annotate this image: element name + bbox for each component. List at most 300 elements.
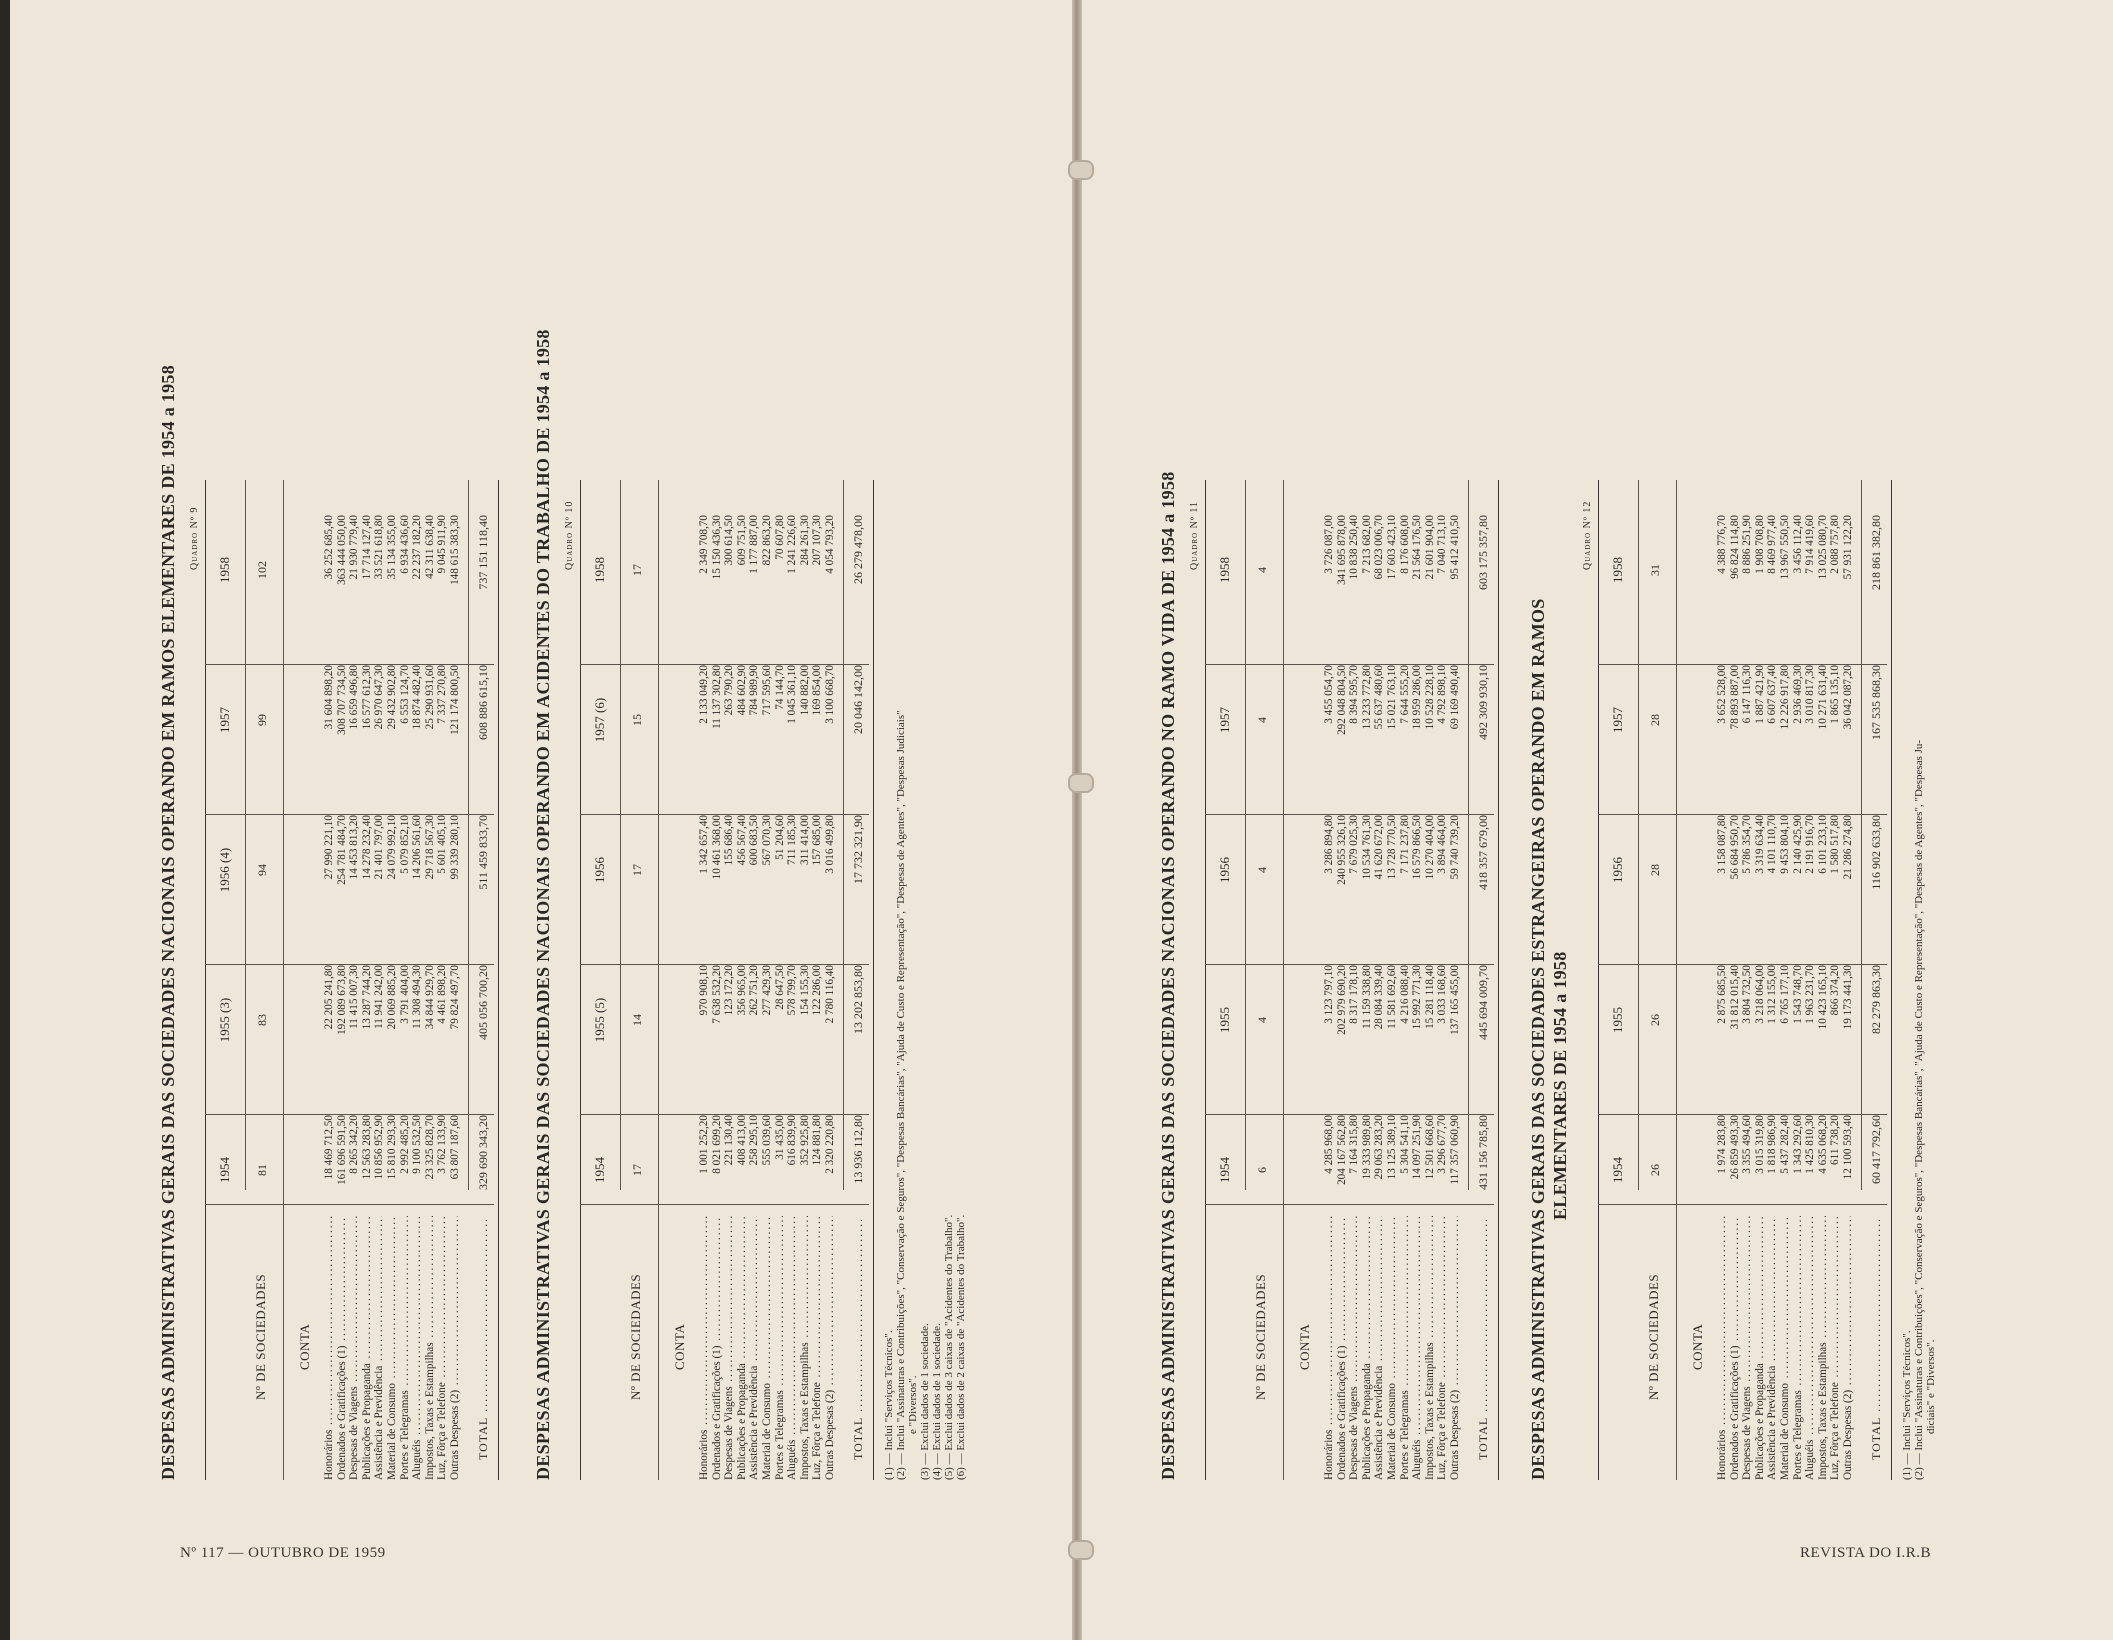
cell-value: 970 908,10 <box>698 965 710 1016</box>
cell-value: 19 173 441,30 <box>1841 965 1854 1030</box>
total-value: 13 202 853,80 <box>850 965 865 1034</box>
header-bottom-rule <box>1283 480 1284 1480</box>
cell-value: 3 804 732,50 <box>1741 965 1754 1024</box>
cell-value: 1 908 708,80 <box>1753 515 1766 574</box>
account-label: Portes e Telegramas ..... <box>399 1216 412 1480</box>
year-header: 1958 <box>1217 557 1232 583</box>
year-header: 1954 <box>1610 1157 1625 1183</box>
cell-value: 2 936 469,30 <box>1791 665 1804 724</box>
cell-value: 611 738,20 <box>1829 1115 1842 1165</box>
cell-value: 8 469 977,40 <box>1766 515 1779 574</box>
total-value: 405 056 700,20 <box>475 965 490 1040</box>
cell-value: 18 874 482,40 <box>411 665 424 730</box>
header-bottom-rule <box>1676 480 1677 1480</box>
n-sociedades-value: 4 <box>1255 567 1269 573</box>
account-label: Impostos, Taxas e Estampilhas ..... <box>1424 1216 1437 1480</box>
cell-value: 277 429,30 <box>760 965 773 1016</box>
cell-value: 3 652 528,00 <box>1716 665 1728 724</box>
cell-value: 822 863,20 <box>760 515 773 566</box>
cell-value: 22 237 182,20 <box>411 515 424 580</box>
cell-value: 7 638 532,20 <box>710 965 723 1024</box>
account-label: Publicações e Propaganda ..... <box>361 1216 374 1480</box>
cell-value: 8 317 178,10 <box>1348 965 1361 1024</box>
year-header: 1957 <box>1217 707 1232 733</box>
cell-value: 13 728 770,50 <box>1385 815 1398 880</box>
account-label: Impostos, Taxas e Estampilhas ..... <box>799 1216 812 1480</box>
account-label: Aluguéis ..... <box>786 1216 799 1480</box>
cell-value: 1 974 283,80 <box>1716 1115 1728 1174</box>
table-title: DESPESAS ADMINISTRATIVAS GERAIS DAS SOCIEDADES NACIONAIS OPERANDO NO RAMO VIDA DE 1954 a 1958 <box>1158 471 1178 1480</box>
table-title: DESPESAS ADMINISTRATIVAS GERAIS DAS SOCIEDADES ESTRANGEIRAS OPERANDO EM RAMOS <box>1528 598 1548 1480</box>
account-label: Material de Consumo ..... <box>1779 1216 1792 1480</box>
cell-value: 7 040 713,10 <box>1436 515 1449 574</box>
cell-value: 9 453 804,10 <box>1778 815 1791 874</box>
year-header: 1958 <box>592 557 607 583</box>
footnote: (4) — Exclui dados de 1 sociedade. <box>930 1323 943 1480</box>
cell-value: 356 965,00 <box>735 965 748 1016</box>
cell-value: 7 337 270,80 <box>436 665 449 724</box>
year-header: 1954 <box>592 1157 607 1183</box>
cell-value: 7 679 025,30 <box>1348 815 1361 874</box>
cell-value: 1 343 292,60 <box>1791 1115 1804 1174</box>
cell-value: 2 088 757,80 <box>1829 515 1842 574</box>
header-mid-rule <box>1638 480 1639 1190</box>
cell-value: 1 312 155,00 <box>1766 965 1779 1024</box>
conta-label: CONTA <box>297 1323 312 1370</box>
cell-value: 148 615 383,30 <box>448 515 461 585</box>
account-label: Luz, Fôrça e Telefone ..... <box>1436 1216 1449 1480</box>
year-header: 1957 (6) <box>592 697 607 743</box>
cell-value: 15 281 118,40 <box>1423 965 1436 1029</box>
quadro-9-table <box>150 10 570 1480</box>
cell-value: 6 934 436,60 <box>398 515 411 574</box>
cell-value: 51 204,60 <box>773 815 786 860</box>
table-bottom-rule <box>873 480 874 1480</box>
cell-value: 12 100 593,40 <box>1841 1115 1854 1180</box>
cell-value: 14 097 251,90 <box>1411 1115 1424 1180</box>
cell-value: 3 456 112,40 <box>1791 515 1804 574</box>
table-bottom-rule <box>1498 480 1499 1480</box>
book-gutter <box>1072 0 1082 1640</box>
year-header: 1957 <box>1610 707 1625 733</box>
cell-value: 123 172,20 <box>723 965 736 1016</box>
cell-value: 78 893 887,00 <box>1728 665 1741 730</box>
cell-value: 63 807 187,60 <box>448 1115 461 1180</box>
total-label: TOTAL ..... <box>1869 1220 1884 1460</box>
footnotes <box>883 710 967 1480</box>
cell-value: 20 069 885,20 <box>385 965 398 1030</box>
cell-value: 5 079 852,10 <box>398 815 411 874</box>
cell-value: 7 213 682,00 <box>1360 515 1373 574</box>
cell-value: 11 159 338,80 <box>1360 965 1373 1029</box>
cell-value: 10 271 631,40 <box>1816 665 1829 730</box>
cell-value: 1 001 252,20 <box>698 1115 710 1174</box>
n-sociedades-value: 81 <box>255 1164 269 1176</box>
total-value: 492 309 930,10 <box>1475 665 1490 740</box>
total-value: 13 936 112,80 <box>850 1115 865 1184</box>
cell-value: 11 941 242,00 <box>373 965 386 1029</box>
cell-value: 121 174 800,50 <box>448 665 461 735</box>
cell-value: 34 844 929,70 <box>423 965 436 1030</box>
cell-value: 4 461 898,20 <box>436 965 449 1024</box>
cell-value: 6 607 637,40 <box>1766 665 1779 724</box>
cell-value: 11 308 494,30 <box>411 965 424 1029</box>
year-header: 1958 <box>1610 557 1625 583</box>
total-rule <box>1861 480 1862 1190</box>
cell-value: 3 158 087,80 <box>1716 815 1728 874</box>
cell-value: 10 270 404,00 <box>1423 815 1436 880</box>
cell-value: 14 206 561,60 <box>411 815 424 880</box>
cell-value: 204 167 562,80 <box>1335 1115 1348 1185</box>
cell-value: 18 469 712,50 <box>323 1115 335 1180</box>
cell-value: 3 286 894,80 <box>1323 815 1335 874</box>
cell-value: 263 790,20 <box>723 665 736 716</box>
cell-value: 616 839,90 <box>786 1115 799 1166</box>
cell-value: 9 045 911,90 <box>436 515 449 574</box>
footnotes <box>1901 740 1937 1480</box>
cell-value: 484 602,90 <box>735 665 748 716</box>
cell-value: 18 959 286,00 <box>1411 665 1424 730</box>
staple <box>1068 1540 1094 1560</box>
cell-value: 5 786 354,70 <box>1741 815 1754 874</box>
total-value: 737 151 118,40 <box>475 515 490 590</box>
cell-value: 4 216 088,40 <box>1398 965 1411 1024</box>
year-header: 1954 <box>1217 1157 1232 1183</box>
total-value: 218 861 382,80 <box>1868 515 1883 590</box>
account-label: Material de Consumo ..... <box>386 1216 399 1480</box>
cell-value: 8 265 342,20 <box>348 1115 361 1174</box>
header-top-rule <box>205 480 206 1480</box>
cell-value: 161 696 591,50 <box>335 1115 348 1185</box>
cell-value: 12 226 917,80 <box>1778 665 1791 730</box>
cell-value: 5 437 282,40 <box>1778 1115 1791 1174</box>
footnote: e "Diversos". <box>906 1375 919 1434</box>
total-value: 20 046 142,00 <box>850 665 865 734</box>
quadro-10-table <box>525 10 1025 1480</box>
year-header: 1955 (3) <box>217 997 232 1043</box>
footnote: (6) — Exclui dados de 2 caixas de "Acidentes do Trabalho". <box>954 1214 967 1480</box>
quadro-number: Quadro Nº 12 <box>1582 500 1593 570</box>
cell-value: 11 137 302,80 <box>710 665 723 729</box>
total-value: 511 459 833,70 <box>475 815 490 890</box>
cell-value: 10 528 228,10 <box>1423 665 1436 730</box>
cell-value: 1 342 657,40 <box>698 815 710 874</box>
cell-value: 26 970 647,30 <box>373 665 386 730</box>
cell-value: 69 169 490,40 <box>1448 665 1461 730</box>
cell-value: 95 412 410,50 <box>1448 515 1461 580</box>
cell-value: 124 881,80 <box>811 1115 824 1166</box>
cell-value: 717 595,60 <box>760 665 773 716</box>
cell-value: 202 979 690,20 <box>1335 965 1348 1035</box>
cell-value: 96 824 114,80 <box>1728 515 1741 579</box>
n-sociedades-value: 94 <box>255 864 269 876</box>
table-bottom-rule <box>1891 480 1892 1480</box>
cell-value: 1 425 810,30 <box>1804 1115 1817 1174</box>
n-sociedades-value: 4 <box>1255 717 1269 723</box>
cell-value: 284 261,30 <box>798 515 811 566</box>
account-label: Outras Despesas (2) ..... <box>1449 1216 1462 1480</box>
total-value: 329 690 343,20 <box>475 1115 490 1190</box>
conta-label: CONTA <box>1690 1323 1705 1370</box>
account-label: Despesas de Viagens ..... <box>1741 1216 1754 1480</box>
cell-value: 2 349 708,70 <box>698 515 710 574</box>
cell-value: 4 388 776,70 <box>1716 515 1728 574</box>
cell-value: 12 501 668,60 <box>1423 1115 1436 1180</box>
cell-value: 2 140 425,90 <box>1791 815 1804 874</box>
cell-value: 16 659 496,80 <box>348 665 361 730</box>
account-label: Aluguéis ..... <box>411 1216 424 1480</box>
account-label: Publicações e Propaganda ..... <box>1361 1216 1374 1480</box>
n-sociedades-label: Nº DE SOCIEDADES <box>253 1273 268 1400</box>
total-value: 603 175 357,80 <box>1475 515 1490 590</box>
quadro-12-table <box>1520 10 2010 1480</box>
cell-value: 13 233 772,80 <box>1360 665 1373 730</box>
cell-value: 57 931 122,20 <box>1841 515 1854 580</box>
account-label: Publicações e Propaganda ..... <box>736 1216 749 1480</box>
cell-value: 1 887 421,90 <box>1753 665 1766 724</box>
cell-value: 59 740 739,20 <box>1448 815 1461 880</box>
cell-value: 122 286,00 <box>811 965 824 1016</box>
cell-value: 3 726 087,00 <box>1323 515 1335 574</box>
cell-value: 254 781 484,70 <box>335 815 348 885</box>
cell-value: 311 414,00 <box>798 815 811 865</box>
header-bottom-rule <box>658 480 659 1480</box>
cell-value: 10 534 761,30 <box>1360 815 1373 880</box>
footnote: diciais" e "Diversos". <box>1924 1339 1937 1434</box>
account-label: Honorários ..... <box>323 1216 336 1480</box>
table-title: DESPESAS ADMINISTRATIVAS GERAIS DAS SOCIEDADES NACIONAIS OPERANDO EM RAMOS ELEMENTARES DE 1954 a 1958 <box>158 365 178 1480</box>
cell-value: 1 177 887,00 <box>748 515 761 574</box>
cell-value: 31 812 015,40 <box>1728 965 1741 1030</box>
year-header: 1957 <box>217 707 232 733</box>
cell-value: 15 150 436,30 <box>710 515 723 580</box>
cell-value: 192 089 673,80 <box>335 965 348 1035</box>
cell-value: 866 374,20 <box>1829 965 1842 1016</box>
year-header: 1954 <box>217 1157 232 1183</box>
account-label: Luz, Fôrça e Telefone ..... <box>436 1216 449 1480</box>
account-label: Ordenados e Gratificações (1) ..... <box>1729 1216 1742 1480</box>
cell-value: 16 579 866,50 <box>1411 815 1424 880</box>
cell-value: 221 130,40 <box>723 1115 736 1166</box>
account-label: Portes e Telegramas ..... <box>774 1216 787 1480</box>
magazine-spread <box>10 0 2113 1640</box>
cell-value: 3 033 168,60 <box>1436 965 1449 1024</box>
cell-value: 7 644 555,20 <box>1398 665 1411 724</box>
cell-value: 29 432 902,80 <box>385 665 398 730</box>
cell-value: 35 134 355,00 <box>385 515 398 580</box>
account-label: Ordenados e Gratificações (1) ..... <box>711 1216 724 1480</box>
cell-value: 3 762 133,90 <box>436 1115 449 1174</box>
cell-value: 3 015 319,80 <box>1753 1115 1766 1174</box>
year-header: 1956 (4) <box>217 847 232 893</box>
header-bottom-rule <box>283 480 284 1480</box>
footer-issue: Nº 117 — OUTUBRO DE 1959 <box>180 1545 386 1561</box>
cell-value: 68 023 006,70 <box>1373 515 1386 580</box>
account-label: Portes e Telegramas ..... <box>1399 1216 1412 1480</box>
account-label: Assistência e Previdência ..... <box>373 1216 386 1480</box>
cell-value: 3 016 499,80 <box>823 815 836 874</box>
cell-value: 13 125 389,10 <box>1385 1115 1398 1180</box>
cell-value: 79 824 497,70 <box>448 965 461 1030</box>
cell-value: 3 355 494,60 <box>1741 1115 1754 1174</box>
cell-value: 10 461 368,00 <box>710 815 723 880</box>
quadro-number: Quadro Nº 9 <box>189 506 200 570</box>
cell-value: 1 818 986,90 <box>1766 1115 1779 1174</box>
cell-value: 4 792 898,10 <box>1436 665 1449 724</box>
n-sociedades-value: 28 <box>1648 864 1662 876</box>
cell-value: 41 620 672,00 <box>1373 815 1386 880</box>
cell-value: 341 695 878,00 <box>1335 515 1348 585</box>
cell-value: 7 171 237,80 <box>1398 815 1411 874</box>
account-label: Publicações e Propaganda ..... <box>1754 1216 1767 1480</box>
n-sociedades-label: Nº DE SOCIEDADES <box>1646 1273 1661 1400</box>
n-sociedades-label: Nº DE SOCIEDADES <box>1253 1273 1268 1400</box>
cell-value: 137 165 455,00 <box>1448 965 1461 1035</box>
n-sociedades-value: 83 <box>255 1014 269 1026</box>
account-label: Despesas de Viagens ..... <box>723 1216 736 1480</box>
cell-value: 6 553 124,70 <box>398 665 411 724</box>
cell-value: 6 765 177,10 <box>1778 965 1791 1024</box>
total-rule <box>468 480 469 1190</box>
account-label: Luz, Fôrça e Telefone ..... <box>811 1216 824 1480</box>
total-value: 26 279 478,00 <box>850 515 865 584</box>
account-label: Assistência e Previdência ..... <box>748 1216 761 1480</box>
cell-value: 10 838 250,40 <box>1348 515 1361 580</box>
total-value: 116 902 633,80 <box>1868 815 1883 890</box>
n-sociedades-value: 102 <box>255 561 269 579</box>
cell-value: 784 989,90 <box>748 665 761 716</box>
cell-value: 3 123 797,10 <box>1323 965 1335 1024</box>
cell-value: 308 707 734,50 <box>335 665 348 735</box>
cell-value: 6 147 116,30 <box>1741 665 1754 724</box>
cell-value: 3 296 677,70 <box>1436 1115 1449 1174</box>
account-label: Impostos, Taxas e Estampilhas ..... <box>424 1216 437 1480</box>
cell-value: 1 241 226,60 <box>786 515 799 574</box>
cell-value: 31 604 898,20 <box>323 665 335 730</box>
cell-value: 154 155,30 <box>798 965 811 1016</box>
total-value: 445 694 009,70 <box>1475 965 1490 1040</box>
account-label: Despesas de Viagens ..... <box>1348 1216 1361 1480</box>
cell-value: 15 021 763,10 <box>1385 665 1398 730</box>
cell-value: 363 444 050,00 <box>335 515 348 585</box>
n-sociedades-label: Nº DE SOCIEDADES <box>628 1273 643 1400</box>
cell-value: 3 100 668,70 <box>823 665 836 724</box>
header-top-rule <box>1205 480 1206 1480</box>
cell-value: 23 325 828,70 <box>423 1115 436 1180</box>
cell-value: 36 042 087,20 <box>1841 665 1854 730</box>
staple <box>1068 773 1094 793</box>
total-value: 608 886 615,10 <box>475 665 490 740</box>
cell-value: 29 718 567,30 <box>423 815 436 880</box>
cell-value: 17 603 423,10 <box>1385 515 1398 580</box>
n-sociedades-value: 17 <box>630 564 644 576</box>
n-sociedades-value: 17 <box>630 864 644 876</box>
cell-value: 15 992 771,30 <box>1411 965 1424 1030</box>
cell-value: 21 930 779,40 <box>348 515 361 580</box>
cell-value: 33 521 618,80 <box>373 515 386 580</box>
header-mid-rule <box>1245 480 1246 1190</box>
total-rule <box>1468 480 1469 1190</box>
cell-value: 7 914 419,60 <box>1804 515 1817 574</box>
n-sociedades-value: 6 <box>1255 1167 1269 1173</box>
cell-value: 2 780 116,40 <box>823 965 836 1024</box>
cell-value: 13 967 550,50 <box>1778 515 1791 580</box>
cell-value: 157 685,00 <box>811 815 824 866</box>
conta-label: CONTA <box>1297 1323 1312 1370</box>
cell-value: 25 290 931,60 <box>423 665 436 730</box>
cell-value: 29 063 283,20 <box>1373 1115 1386 1180</box>
year-header: 1958 <box>217 557 232 583</box>
cell-value: 3 791 404,00 <box>398 965 411 1024</box>
account-label: Portes e Telegramas ..... <box>1792 1216 1805 1480</box>
total-value: 167 535 868,30 <box>1868 665 1883 740</box>
table-title-continued: ELEMENTARES DE 1954 a 1958 <box>1550 951 1570 1220</box>
account-label: Outras Despesas (2) ..... <box>824 1216 837 1480</box>
cell-value: 28 084 339,40 <box>1373 965 1386 1030</box>
account-label: Honorários ..... <box>1716 1216 1729 1480</box>
year-header: 1955 (5) <box>592 997 607 1043</box>
n-sociedades-value: 26 <box>1648 1164 1662 1176</box>
cell-value: 2 992 485,20 <box>398 1115 411 1174</box>
cell-value: 2 320 220,80 <box>823 1115 836 1174</box>
table-bottom-rule <box>498 480 499 1480</box>
cell-value: 555 039,60 <box>760 1115 773 1166</box>
cell-value: 11 581 692,60 <box>1385 965 1398 1029</box>
footnote: (5) — Exclui dados de 3 caixas de "Acidentes do Trabalho". <box>942 1214 955 1480</box>
cell-value: 55 637 480,60 <box>1373 665 1386 730</box>
year-header: 1956 <box>1610 857 1625 883</box>
cell-value: 711 185,30 <box>786 815 799 865</box>
cell-value: 8 394 595,70 <box>1348 665 1361 724</box>
cell-value: 26 859 493,30 <box>1728 1115 1741 1180</box>
cell-value: 3 894 464,00 <box>1436 815 1449 874</box>
cell-value: 28 647,50 <box>773 965 786 1010</box>
cell-value: 3 319 634,40 <box>1753 815 1766 874</box>
cell-value: 42 311 638,40 <box>423 515 436 579</box>
cell-value: 567 070,30 <box>760 815 773 866</box>
cell-value: 7 164 315,80 <box>1348 1115 1361 1174</box>
cell-value: 1 045 361,10 <box>786 665 799 724</box>
cell-value: 24 079 992,10 <box>385 815 398 880</box>
cell-value: 36 252 685,40 <box>323 515 335 580</box>
account-label: Aluguéis ..... <box>1804 1216 1817 1480</box>
cell-value: 13 287 744,20 <box>360 965 373 1030</box>
account-label: Material de Consumo ..... <box>761 1216 774 1480</box>
account-label: Assistência e Previdência ..... <box>1373 1216 1386 1480</box>
cell-value: 117 357 060,90 <box>1448 1115 1461 1185</box>
footnote: (2) — Inclui "Assinaturas e Contribuições", "Conservação e Seguros", "Despesas Bancárias", "Ajuda de Custo e Representação", "Despesas de Agentes", "Despesas Ju- <box>1912 739 1925 1480</box>
cell-value: 207 107,30 <box>811 515 824 566</box>
cell-value: 600 683,50 <box>748 815 761 866</box>
total-label: TOTAL ..... <box>1476 1220 1491 1460</box>
cell-value: 10 856 952,90 <box>373 1115 386 1180</box>
cell-value: 140 882,00 <box>798 665 811 716</box>
cell-value: 31 435,00 <box>773 1115 786 1160</box>
account-label: Material de Consumo ..... <box>1386 1216 1399 1480</box>
cell-value: 4 285 968,00 <box>1323 1115 1335 1174</box>
n-sociedades-value: 15 <box>630 714 644 726</box>
header-top-rule <box>580 480 581 1480</box>
cell-value: 4 635 068,20 <box>1816 1115 1829 1174</box>
quadro-number: Quadro Nº 11 <box>1189 500 1200 570</box>
cell-value: 8 886 251,90 <box>1741 515 1754 574</box>
account-label: Assistência e Previdência ..... <box>1766 1216 1779 1480</box>
cell-value: 2 133 049,20 <box>698 665 710 724</box>
cell-value: 14 453 813,20 <box>348 815 361 880</box>
cell-value: 99 339 280,10 <box>448 815 461 880</box>
cell-value: 12 563 283,80 <box>360 1115 373 1180</box>
cell-value: 4 054 793,20 <box>823 515 836 574</box>
